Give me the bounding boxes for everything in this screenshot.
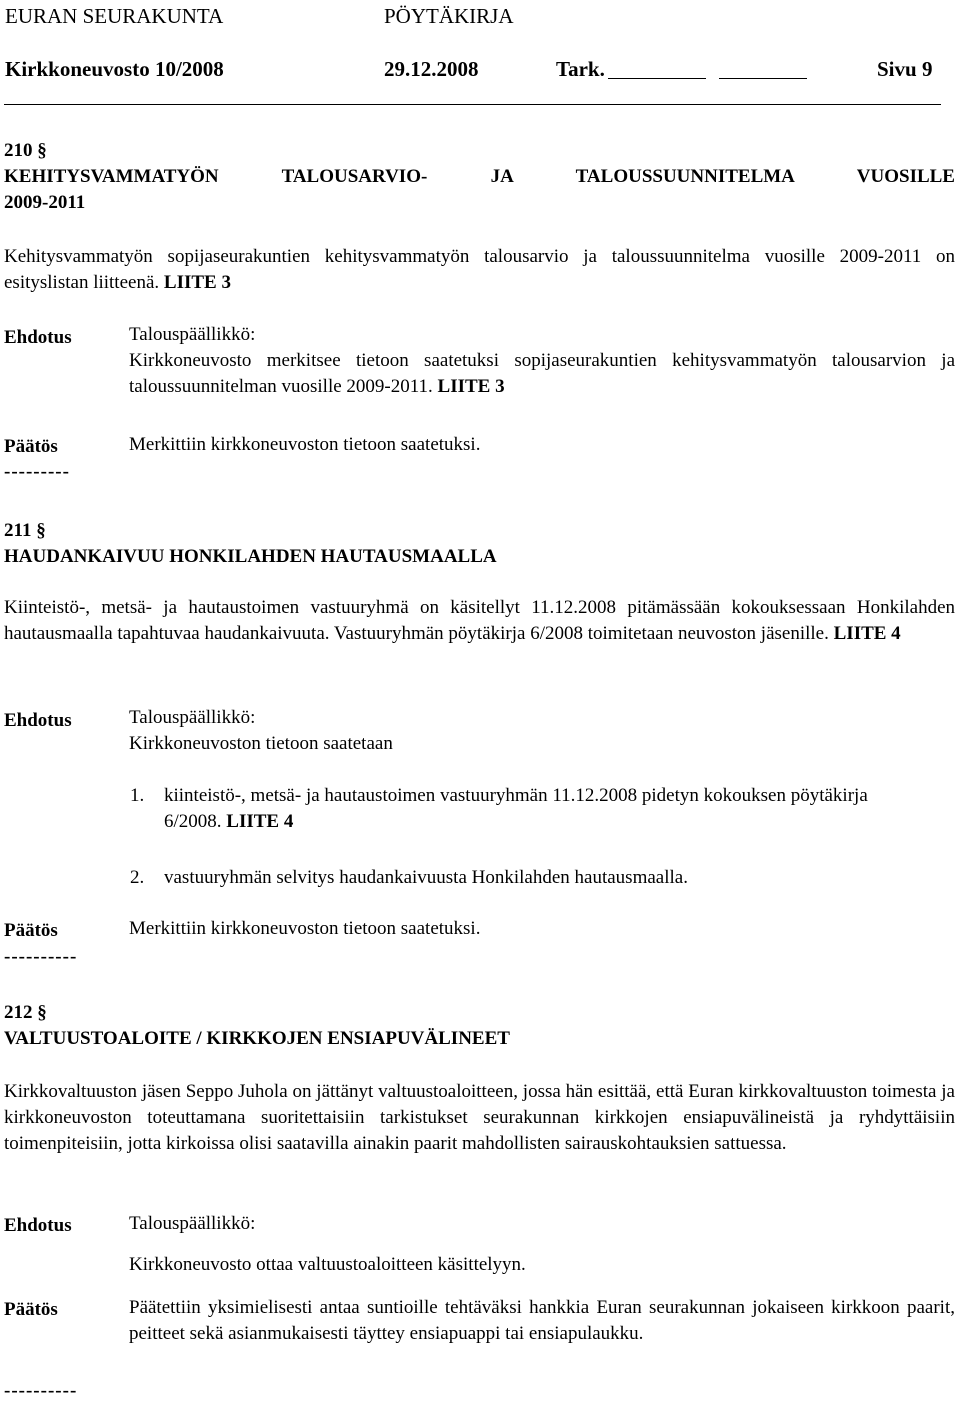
section-title-cont: 2009-2011 <box>4 192 86 213</box>
proposer: Talouspäällikkö: <box>129 707 256 728</box>
separator: --------- <box>4 461 70 482</box>
section-intro: Kiinteistö-, metsä- ja hautaustoimen vastuuryhmä on käsitellyt 11.12.2008 pitämässään kokouksessaan Honkilahden hautausmaalla tapahtuvaa haudankaivuuta. Vastuuryhmän pöytäkirja 6/2008 toimitetaan neuvoston jäsenille. LIITE 4 <box>4 597 955 644</box>
section-intro: Kirkkovaltuuston jäsen Seppo Juhola on jättänyt valtuustoaloitteen, jossa hän esittää, että Euran kirkkovaltuuston toimesta ja kirkkoneuvoston toteuttamana suoritettaisiin tarkistukset seurakunnan kirkkojen ensiapuvälineistä ja ryhdyttäisiin toimenpiteisiin, jotta kirkoissa olisi saatavilla ainakin paarit mahdollisten sairauskohtauksien sattuessa. <box>4 1081 955 1154</box>
section-number: 210 § <box>4 140 47 161</box>
attachment-ref: LIITE 4 <box>226 811 294 832</box>
attachment-ref: LIITE 3 <box>163 272 231 293</box>
section-number: 211 § <box>4 520 46 541</box>
proposal-body <box>129 1211 955 1278</box>
proposal-body <box>129 705 955 757</box>
attachment-ref: LIITE 4 <box>833 623 901 644</box>
proposal-text: Kirkkoneuvosto merkitsee tietoon saatetuksi sopijaseurakuntien kehitysvammatyön talousarvion ja taloussuunnitelman vuosille 2009-2011. LIITE 3 <box>129 350 955 397</box>
org-name: EURAN SEURAKUNTA <box>5 4 224 28</box>
decision-text: Merkittiin kirkkoneuvoston tietoon saatetuksi. <box>129 434 481 455</box>
proposal-label: Ehdotus <box>4 710 72 731</box>
signature-line-2 <box>719 78 807 79</box>
list-item-1-body <box>130 783 956 835</box>
decision-label: Päätös <box>4 436 58 457</box>
decision-text: Merkittiin kirkkoneuvoston tietoon saatetuksi. <box>129 918 481 939</box>
section-title: HAUDANKAIVUU HONKILAHDEN HAUTAUSMAALLA <box>4 546 497 567</box>
proposer: Talouspäällikkö: <box>129 1213 256 1234</box>
section-title: VALTUUSTOALOITE / KIRKKOJEN ENSIAPUVÄLINEET <box>4 1028 510 1049</box>
list-item-line: 1. kiinteistö-, metsä- ja hautaustoimen vastuuryhmän 11.12.2008 pidetyn kokouksen pöytäkirja 6/2008. LIITE 4 <box>130 783 956 835</box>
attachment-ref: LIITE 3 <box>437 376 505 397</box>
signature-line-1 <box>608 78 706 79</box>
proposal-body <box>129 322 955 400</box>
list-item-text: kiinteistö-, metsä- ja hautaustoimen vastuuryhmän 11.12.2008 pidetyn kokouksen pöytäkirja 6/2008. LIITE 4 <box>164 785 868 832</box>
decision-label: Päätös <box>4 920 58 941</box>
list-item-2: 2. vastuuryhmän selvitys haudankaivuusta Honkilahden hautausmaalla. <box>130 867 688 888</box>
checked-label: Tark. <box>556 57 605 81</box>
proposal-text: Kirkkoneuvosto ottaa valtuustoaloitteen käsittelyyn. <box>129 1254 526 1275</box>
section-title: KEHITYSVAMMATYÖN TALOUSARVIO- JA TALOUSSUUNNITELMA VUOSILLE <box>4 166 955 187</box>
proposer: Talouspäällikkö: <box>129 324 256 345</box>
header-rule <box>4 104 941 105</box>
page-number: Sivu 9 <box>877 57 933 81</box>
separator: ---------- <box>4 1380 78 1401</box>
proposal-label: Ehdotus <box>4 1215 72 1236</box>
proposal-label: Ehdotus <box>4 327 72 348</box>
section-number: 212 § <box>4 1002 47 1023</box>
decision-text: Päätettiin yksimielisesti antaa suntioille tehtäväksi hankkia Euran seurakunnan jokaiseen kirkkoon paarit, peitteet sekä asianmukaisesti täyttey ensiapuappi tai ensiapulaukku. <box>129 1297 955 1344</box>
proposal-text: Kirkkoneuvoston tietoon saatetaan <box>129 733 393 754</box>
section-intro: Kehitysvammatyön sopijaseurakuntien kehitysvammatyön talousarvio ja taloussuunnitelma vuosille 2009-2011 on esityslistan liitteenä. LIITE 3 <box>4 246 955 293</box>
document-type: PÖYTÄKIRJA <box>384 4 514 28</box>
meeting-date: 29.12.2008 <box>384 57 479 81</box>
meeting-id: Kirkkoneuvosto 10/2008 <box>5 57 224 81</box>
decision-label: Päätös <box>4 1299 58 1320</box>
separator: ---------- <box>4 946 78 967</box>
